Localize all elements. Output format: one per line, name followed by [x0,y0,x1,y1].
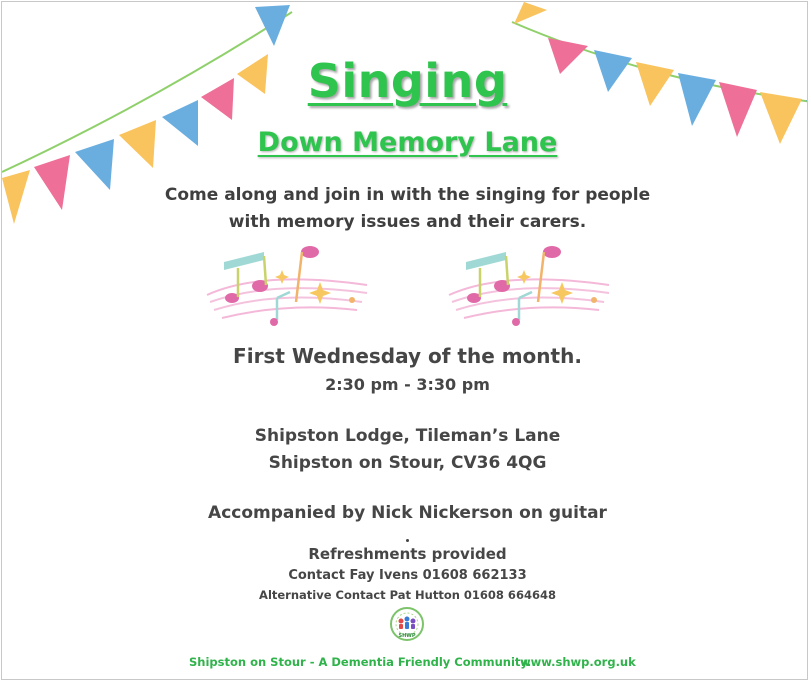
venue-line-1: Shipston Lodge, Tileman’s Lane [254,426,561,446]
intro-line-1: Come along and join in with the singing for people [164,185,651,205]
decorative-dot [406,539,409,542]
music-notes-icon [202,240,372,330]
contact-text: Contact Fay Ivens 01608 662133 [288,568,527,583]
event-day: First Wednesday of the month. [233,344,582,368]
music-notes-icon [444,240,614,330]
intro-line-2: with memory issues and their carers. [228,212,587,232]
refreshments-text: Refreshments provided [308,545,507,563]
event-time: 2:30 pm - 3:30 pm [325,375,490,394]
shwp-logo-icon [389,606,425,642]
poster-subtitle: Down Memory Lane [257,127,558,158]
venue-line-2: Shipston on Stour, CV36 4QG [268,453,547,473]
footer-website-link[interactable]: www.shwp.org.uk [520,655,636,669]
logo-text: SHWP [398,633,416,639]
alt-contact-text: Alternative Contact Pat Hutton 01608 664648 [259,588,556,602]
accompaniment-text: Accompanied by Nick Nickerson on guitar [208,503,607,523]
footer-community-text: Shipston on Stour - A Dementia Friendly Community. [189,655,532,669]
poster-title: Singing [307,54,508,108]
intro-text [2,182,808,236]
poster-frame [1,1,808,680]
